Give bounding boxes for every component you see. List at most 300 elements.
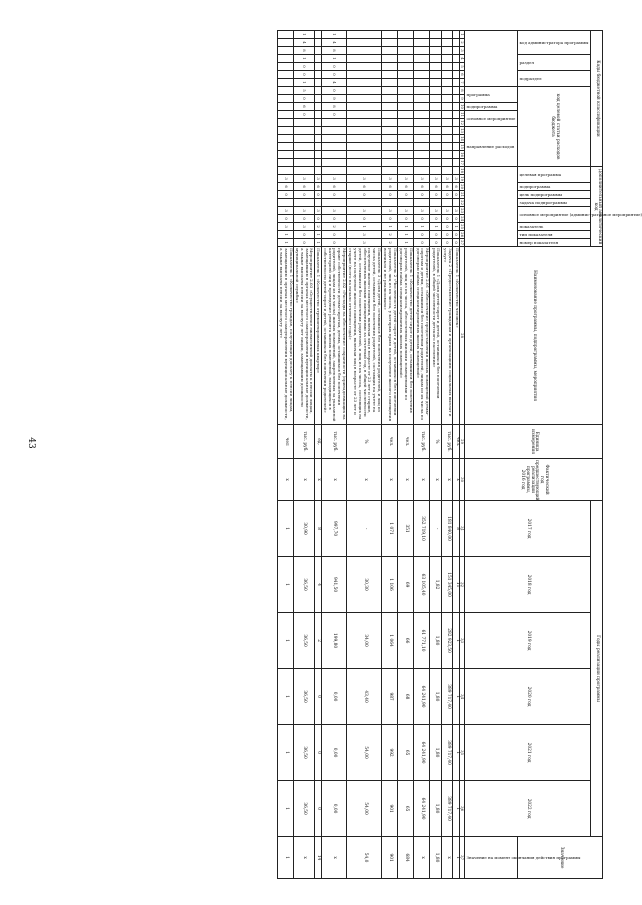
column-number: 12 [460,120,466,125]
code-digit [278,63,294,71]
code-digit [398,55,414,63]
extra-code-digit: 0 [441,223,452,231]
final-value: х [441,837,452,879]
extra-code-digit [278,167,294,175]
final-value: х [414,837,430,879]
column-number: 15 [460,144,466,149]
code-digit [294,119,315,127]
extra-code-digit: 3 [314,175,321,183]
row-name: Мероприятие 2.02 «Расходы на обеспечение сохранности (принадлежащих на праве собственности детям-сиротам, детям, оставшимся без попечения родителей, лицам из их числа) жилых помещений, закрепленных за указанной категорией лиц и проведение ремонта жилых помещений, находящихся в собственности детей-сирот и детей, оставшихся без попечения родителей» [321,247,347,425]
row-fin: х [294,459,315,501]
table-row [430,31,441,879]
year-value: 1 071 [382,501,398,557]
code-digit [314,39,321,47]
year-value: 1 [453,781,460,837]
year-value: 68 [398,669,414,725]
extra-code-digit [414,199,430,207]
year-value: 61 771,10 [414,613,430,669]
extra-code-digit: 1 [314,239,321,247]
final-value: 1 [453,837,460,879]
extra-code-digit: 0 [414,191,430,199]
code-digit [321,143,347,151]
code-digit [278,55,294,63]
year-value: 1 [453,725,460,781]
code-digit: 9 [321,95,347,103]
extra-code-digit: 0 [430,215,441,223]
code-digit [453,63,460,71]
code-digit: 0 [294,95,315,103]
extra-code-digit: 0 [441,215,452,223]
code-digit [294,127,315,135]
years-header: Годы реализации программы [591,501,603,837]
subprogram-subhead: подпрограмма [465,103,518,111]
row-name: Мероприятие 2.01 «Обеспечение предоставления жилых помещений детям-сиротам и детям, оставшимся без попечения родителей, лицам из их числа по договорам найма специализированных жилых помещений» [414,247,430,425]
final-value: 901 [382,837,398,879]
code-digit [453,127,460,135]
code-digit [441,63,452,71]
code-digit [294,159,315,167]
target-program-header: целевая программа [518,167,591,183]
year-value: 1,80 [430,781,441,837]
extra-code-digit [321,199,347,207]
code-digit [347,135,382,143]
row-unit: чел. [453,425,460,459]
year-value: 64 241,90 [414,725,430,781]
indicator-header: показатель [518,223,591,231]
extra-code-digit [430,167,441,175]
code-digit [314,31,321,39]
column-number: 22 [460,200,466,205]
extra-code-digit: 6 [321,183,347,191]
code-digit [294,143,315,151]
code-digit [414,119,430,127]
table-row [382,31,398,879]
table-row [441,31,452,879]
extra-code-digit: 3 [414,175,430,183]
code-digit [347,143,382,151]
column-number: 2 [460,39,465,47]
admin-code-header: код администратора программы [518,31,591,55]
extra-code-digit: 3 [314,207,321,215]
final-value: 684 [398,837,414,879]
code-digit [398,103,414,111]
code-digit [414,87,430,95]
code-digit [453,55,460,63]
code-digit [453,151,460,159]
code-digit: 6 [294,103,315,111]
year-value: 64 241,90 [414,781,430,837]
indicator-type-header: тип показателя [518,231,591,239]
extra-code-digit [294,199,315,207]
code-digit: 4 [294,39,315,47]
year-value: 36,50 [294,669,315,725]
code-digit [430,71,441,79]
extra-code-digit: 0 [294,215,315,223]
table-body [278,31,460,879]
code-digit [278,47,294,55]
extra-code-digit: 1 [278,239,294,247]
column-number: 30 [460,459,465,501]
extra-code-digit [347,167,382,175]
code-digit [347,111,382,119]
extra-code-digit: 6 [453,183,460,191]
extra-code-digit: 3 [382,207,398,215]
code-digit [347,103,382,111]
column-number: 6 [460,71,465,79]
code-digit [430,135,441,143]
extra-code-digit: 3 [321,175,347,183]
extra-code-digit: 0 [430,239,441,247]
extra-code-digit: 0 [321,239,347,247]
extra-code-digit: 0 [453,215,460,223]
year-value: 65 [398,781,414,837]
code-digit: 0 [294,111,315,119]
code-digit: 0 [321,87,347,95]
year-value: 30,90 [294,501,315,557]
blank-subhead [465,31,518,87]
extra-code-digit: 0 [382,191,398,199]
extra-code-digit [398,199,414,207]
extra-code-digit: 0 [398,215,414,223]
unit-header: Единица измерения [465,425,603,459]
code-digit [398,111,414,119]
code-digit [441,95,452,103]
code-digit [314,151,321,159]
extra-code-digit: 0 [441,231,452,239]
code-digit [278,111,294,119]
row-unit: тыс. руб. [321,425,347,459]
column-number: 4 [460,55,465,63]
extra-code-digit: 6 [314,183,321,191]
code-digit [453,159,460,167]
code-digit [382,103,398,111]
code-digit [414,127,430,135]
code-digit [278,151,294,159]
code-digit [414,103,430,111]
extra-code-digit [382,199,398,207]
code-digit [441,127,452,135]
codes-header: Коды бюджетной классификации [591,31,603,167]
row-name: Показатель 1 «Доля детей-сирот и детей, оставшихся без попечения родителей, в общей численности детского населения» [430,247,441,425]
year-value: 8 [314,501,321,557]
extra-code-digit: 6 [398,183,414,191]
year-value: 1,80 [430,725,441,781]
extra-code-digit: 0 [278,191,294,199]
extra-code-digit: 3 [321,207,347,215]
year-value: 1,82 [430,557,441,613]
code-digit [430,159,441,167]
code-digit [278,95,294,103]
extra-code-digit: 6 [294,183,315,191]
extra-code-digit: 0 [453,239,460,247]
year-2021-header: 2021 год [465,725,591,781]
extra-code-digit: 3 [278,175,294,183]
final-value: х [294,837,315,879]
row-name: Показатель 2 «Численность детей-сирот и детей, оставшихся без попечения родителей, лиц из их числа, у которых право на получение жилого помещения возникло и не реализовано» [382,247,398,425]
code-digit [321,119,347,127]
code-digit [430,87,441,95]
row-unit: чел. [382,425,398,459]
code-digit: 1 [321,55,347,63]
extra-code-digit: 6 [430,183,441,191]
code-digit [398,31,414,39]
year-value: 63 105,40 [414,557,430,613]
code-digit [398,119,414,127]
code-digit [382,39,398,47]
final-value: 1 [278,837,294,879]
table-row [314,31,321,879]
code-digit [347,71,382,79]
year-value: 66 [398,613,414,669]
code-digit [414,55,430,63]
extra-code-digit [430,199,441,207]
extra-code-digit [414,167,430,175]
extra-code-digit: 0 [314,215,321,223]
table-row [321,31,347,879]
code-digit [347,127,382,135]
year-value: 1 [278,781,294,837]
code-digit [321,159,347,167]
row-fin: х [430,459,441,501]
code-digit [321,135,347,143]
code-digit [441,135,452,143]
extra-code-digit: 0 [441,239,452,247]
code-digit [414,47,430,55]
name-header: Наименование программы, подпрограммы, мероприятия [465,247,603,425]
code-digit [441,71,452,79]
code-digit [314,159,321,167]
extra-code-digit: 3 [294,223,315,231]
year-value: 0,00 [321,669,347,725]
code-digit [382,95,398,103]
extra-code-digit: 3 [382,175,398,183]
year-value: 54,00 [347,725,382,781]
code-digit [294,135,315,143]
year-value: 0 [314,669,321,725]
code-digit: 8 [294,47,315,55]
code-digit [278,119,294,127]
year-value: 0 [314,725,321,781]
year-value: 54,00 [347,781,382,837]
row-name: Показатель 1 «Количество отремонтированных квартир» [314,247,321,425]
column-number: 25 [460,224,466,229]
column-number: 17 [460,160,466,165]
row-name: Мероприятие 2.03 «Осуществление ежемесячной доплаты к пенсии лицам, замещавшим в органах местного самоуправления муниципальные должности, а также выплаты пенсии за выслугу лет лицам, замещавшим должности муниципальной службы» [294,247,315,425]
extra-code-digit: 1 [398,231,414,239]
year-value: 1 [453,669,460,725]
extra-code-digit [398,167,414,175]
code-digit [347,79,382,87]
code-digit [382,31,398,39]
code-digit: 0 [321,111,347,119]
extra-code-digit: 0 [294,231,315,239]
column-number: 33 [460,613,465,669]
year-value: 43,40 [347,669,382,725]
column-number: 29 [460,425,465,459]
extra-code-digit: 3 [294,207,315,215]
code-digit [414,95,430,103]
row-name: Показатель 1 «Количество человек» [453,247,460,425]
year-2019-header: 2019 год [465,613,591,669]
year-value: 1 106 [382,557,398,613]
row-name: Показатель 1 «Количество детей-сирот и детей, оставшихся без попечения родителей, лиц из их числа, обеспеченных жилыми помещениями по договорам найма специализированных жилых помещений» [398,247,414,425]
row-fin: х [398,459,414,501]
column-number: 3 [460,47,465,55]
code-digit [430,151,441,159]
code-digit [453,143,460,151]
code-digit [441,159,452,167]
code-digit [398,71,414,79]
row-name: Задача 2 «Предоставление гражданам и организациям социальных выплат и услуг» [441,247,452,425]
extra-code-digit: 0 [414,215,430,223]
year-value: 997,70 [321,501,347,557]
table-row [278,31,294,879]
extra-code-digit: 3 [398,207,414,215]
page-number: 43 [26,437,36,449]
code-digit [278,39,294,47]
code-digit [414,159,430,167]
code-digit [294,151,315,159]
final-value: 1,80 [430,837,441,879]
code-digit [441,55,452,63]
year-value: 941,50 [321,557,347,613]
year-value: 282 923,50 [441,613,452,669]
year-value: 64 241,90 [414,669,430,725]
year-value: 1 064 [382,613,398,669]
code-digit [453,103,460,111]
year-value: 1 [278,669,294,725]
code-digit [430,39,441,47]
extra-code-digit: 0 [278,215,294,223]
code-digit [441,111,452,119]
extra-code-digit: 3 [347,231,382,239]
direction-subhead: направление расходов [465,127,518,167]
code-digit [441,31,452,39]
code-digit [430,143,441,151]
final-value: х [321,837,347,879]
code-digit [453,119,460,127]
extra-code-digit: 0 [453,191,460,199]
code-digit [314,135,321,143]
code-digit [414,151,430,159]
year-value: 36,50 [294,725,315,781]
code-digit [278,87,294,95]
extra-code-digit: 3 [347,175,382,183]
extra-code-digit: 0 [314,191,321,199]
final-subhead: Значение на момент окончания действия программы [465,837,518,879]
code-digit: 0 [321,63,347,71]
extra-code-digit: 1 [398,223,414,231]
extra-code-digit: 0 [347,191,382,199]
column-number: 7 [460,79,465,87]
extra-code-digit: 0 [441,191,452,199]
year-value: 389 717,40 [441,725,452,781]
extra-code-digit: 3 [441,175,452,183]
extra-code-digit: 0 [398,191,414,199]
row-fin: х [314,459,321,501]
year-value: 1 [453,613,460,669]
target-article-header: код целевой статьи расходов бюджета [518,87,591,167]
extra-code-digit: 6 [382,183,398,191]
code-digit [398,159,414,167]
code-digit [453,95,460,103]
code-digit [347,87,382,95]
year-value: 1,80 [430,669,441,725]
extra-code-digit: 0 [294,239,315,247]
year-value: 4 [314,557,321,613]
code-digit [453,111,460,119]
code-digit [314,71,321,79]
extra-code-digit [321,167,347,175]
code-digit [314,87,321,95]
table-row [347,31,382,879]
row-unit: тыс. руб. [294,425,315,459]
year-value: 151 345,00 [441,557,452,613]
main-event-subhead: основное мероприятие [465,111,518,127]
code-digit [398,151,414,159]
column-number: 19 [460,176,466,181]
column-number: 10 [460,104,466,109]
code-digit [430,63,441,71]
table-row [453,31,460,879]
row-unit: чел [278,425,294,459]
code-digit [347,95,382,103]
code-digit: 0 [321,71,347,79]
code-digit [430,103,441,111]
row-unit: % [347,425,382,459]
extra-code-digit: 6 [414,183,430,191]
extra-code-digit: 1 [430,223,441,231]
column-number: 27 [460,240,466,245]
extra-code-digit: 0 [321,215,347,223]
code-digit [441,119,452,127]
indicator-number-header: номер показателя [518,239,591,247]
code-digit [347,119,382,127]
extra-blank-subhead [465,167,518,247]
year-2017-header: 2017 год [465,501,591,557]
column-number: 20 [460,184,466,189]
column-number: 16 [460,152,466,157]
code-digit [430,47,441,55]
year-value: - [347,501,382,557]
code-digit [278,79,294,87]
year-value: 36,50 [294,613,315,669]
table-row [398,31,414,879]
code-digit [453,47,460,55]
extra-code-digit [441,167,452,175]
code-digit [441,79,452,87]
code-digit [430,95,441,103]
final-value: 14 [314,837,321,879]
extra-code-digit: 1 [453,223,460,231]
code-digit [314,95,321,103]
extra-code-digit [453,167,460,175]
code-digit [453,87,460,95]
year-2018-header: 2018 год [465,557,591,613]
year-value: 901 [382,781,398,837]
column-number: 8 [460,87,465,95]
code-digit [441,47,452,55]
code-digit [347,63,382,71]
year-value: 0,00 [321,725,347,781]
column-number: 26 [460,232,466,237]
code-digit [414,111,430,119]
extra-code-digit: 6 [441,183,452,191]
year-value: 0,00 [321,781,347,837]
year-value: 987 [382,669,398,725]
code-digit [398,143,414,151]
year-value: 1 [278,557,294,613]
